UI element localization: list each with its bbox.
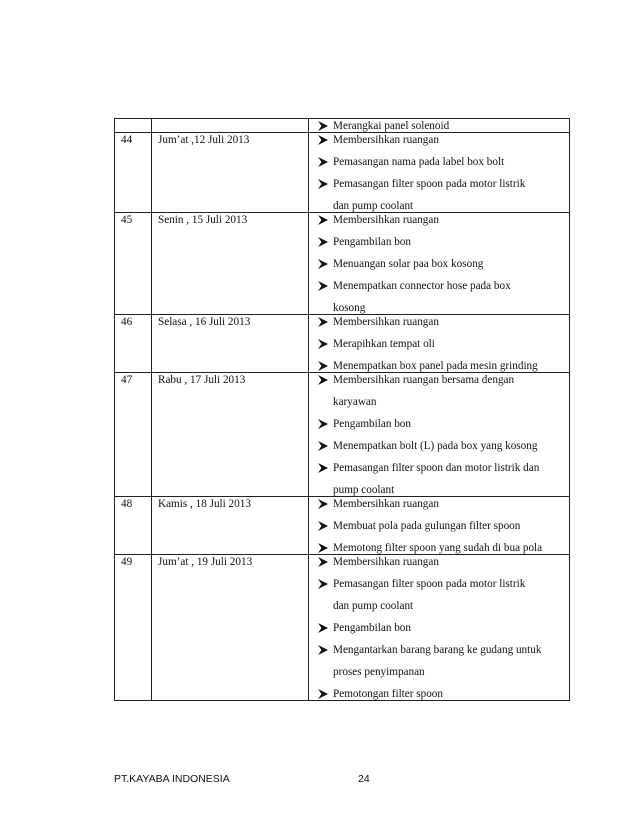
activity-item [313,359,569,372]
activities-cell [309,373,570,497]
chevron-right-bullet-icon [317,178,329,190]
activity-text-line: Pemasangan filter spoon pada motor listrik [333,178,526,190]
chevron-right-bullet-icon [317,258,329,270]
activity-log-table [114,118,570,701]
activity-item [313,119,569,132]
date-cell: Jum’at ,12 Juli 2013 [152,133,309,213]
date-cell: Selasa , 16 Juli 2013 [152,315,309,373]
chevron-right-bullet-icon [317,520,329,532]
activity-list [313,119,569,132]
activity-item [313,643,569,687]
table-row [115,497,570,555]
date-cell: Jum’at , 19 Juli 2013 [152,555,309,701]
chevron-right-bullet-icon [317,418,329,430]
chevron-right-bullet-icon [317,120,329,132]
table-row [115,119,570,133]
chevron-right-bullet-icon [317,156,329,168]
activity-list [313,213,569,314]
activities-cell [309,315,570,373]
activity-log-body [115,119,570,701]
chevron-right-bullet-icon [317,622,329,634]
activity-item [313,177,569,212]
activity-text-line: Pengambilan bon [333,622,411,634]
activity-item [313,417,569,439]
chevron-right-bullet-icon [317,134,329,146]
activity-item [313,279,569,314]
chevron-right-bullet-icon [317,338,329,350]
activity-text-line: Membersihkan ruangan [333,316,439,328]
activity-text-line: Membersihkan ruangan [333,214,439,226]
activity-item [313,213,569,235]
activity-item [313,257,569,279]
activity-text-line: Menuangan solar paa box kosong [333,258,484,270]
chevron-right-bullet-icon [317,214,329,226]
footer-company: PT.KAYABA INDONESIA [114,773,230,785]
activity-item [313,577,569,621]
activity-item [313,133,569,155]
chevron-right-bullet-icon [317,360,329,372]
chevron-right-bullet-icon [317,688,329,700]
activity-text-line: Menempatkan connector hose pada box [333,280,511,292]
date-cell: Senin , 15 Juli 2013 [152,213,309,315]
activity-item [313,315,569,337]
activity-text-line: dan pump coolant [333,200,414,212]
chevron-right-bullet-icon [317,578,329,590]
activity-list [313,497,569,554]
table-row [115,315,570,373]
chevron-right-bullet-icon [317,644,329,656]
activity-text-line: Memotong filter spoon yang sudah di bua pola [333,542,543,554]
activity-text-line: Pemasangan filter spoon pada motor listrik [333,578,526,590]
activity-list [313,373,569,496]
activity-text-line: Pemotongan filter spoon [333,688,443,700]
day-number-cell: 48 [115,497,152,555]
activity-item [313,235,569,257]
activity-item [313,155,569,177]
activity-item [313,461,569,496]
activities-cell [309,119,570,133]
date-cell: Kamis , 18 Juli 2013 [152,497,309,555]
activities-cell [309,497,570,555]
activity-text-line: Menempatkan bolt (L) pada box yang kosong [333,440,538,452]
activity-text-line: Mengantarkan barang barang ke gudang untuk [333,644,542,656]
day-number-cell [115,119,152,133]
activity-text-line: Pengambilan bon [333,418,411,430]
chevron-right-bullet-icon [317,316,329,328]
date-cell [152,119,309,133]
day-number-cell: 45 [115,213,152,315]
activities-cell [309,213,570,315]
activity-text-line: kosong [333,302,366,314]
activity-list [313,555,569,700]
activity-text-line: karyawan [333,396,377,408]
chevron-right-bullet-icon [317,440,329,452]
table-row [115,555,570,701]
activity-item [313,337,569,359]
date-cell: Rabu , 17 Juli 2013 [152,373,309,497]
activity-text-line: Menempatkan box panel pada mesin grinding [333,360,538,372]
day-number-cell: 49 [115,555,152,701]
activities-cell [309,555,570,701]
activity-text-line: dan pump coolant [333,600,414,612]
activity-item [313,439,569,461]
activity-text-line: Membuat pola pada gulungan filter spoon [333,520,521,532]
activity-text-line: Membersihkan ruangan [333,556,439,568]
activity-item [313,687,569,700]
activity-text-line: Membersihkan ruangan [333,134,439,146]
table-row [115,373,570,497]
chevron-right-bullet-icon [317,542,329,554]
activity-item [313,541,569,554]
activity-text-line: Pengambilan bon [333,236,411,248]
chevron-right-bullet-icon [317,236,329,248]
activity-text-line: Pemasangan filter spoon dan motor listrik dan [333,462,540,474]
activity-text-line: Membersihkan ruangan [333,498,439,510]
chevron-right-bullet-icon [317,280,329,292]
day-number-cell: 46 [115,315,152,373]
day-number-cell: 47 [115,373,152,497]
activity-item [313,519,569,541]
chevron-right-bullet-icon [317,462,329,474]
activity-text-line: Membersihkan ruangan bersama dengan [333,374,515,386]
activity-text-line: Pemasangan nama pada label box bolt [333,156,505,168]
activity-text-line: proses penyimpanan [333,666,425,678]
activity-list [313,133,569,212]
activity-text-line: Merangkai panel solenoid [333,120,450,132]
activity-list [313,315,569,372]
activity-item [313,497,569,519]
activity-text-line: Merapihkan tempat oli [333,338,435,350]
footer-page-number: 24 [358,773,370,785]
activity-item [313,555,569,577]
chevron-right-bullet-icon [317,374,329,386]
activity-item [313,621,569,643]
table-row [115,133,570,213]
chevron-right-bullet-icon [317,498,329,510]
activities-cell [309,133,570,213]
chevron-right-bullet-icon [317,556,329,568]
activity-text-line: pump coolant [333,484,395,496]
day-number-cell: 44 [115,133,152,213]
table-row [115,213,570,315]
activity-item [313,373,569,417]
